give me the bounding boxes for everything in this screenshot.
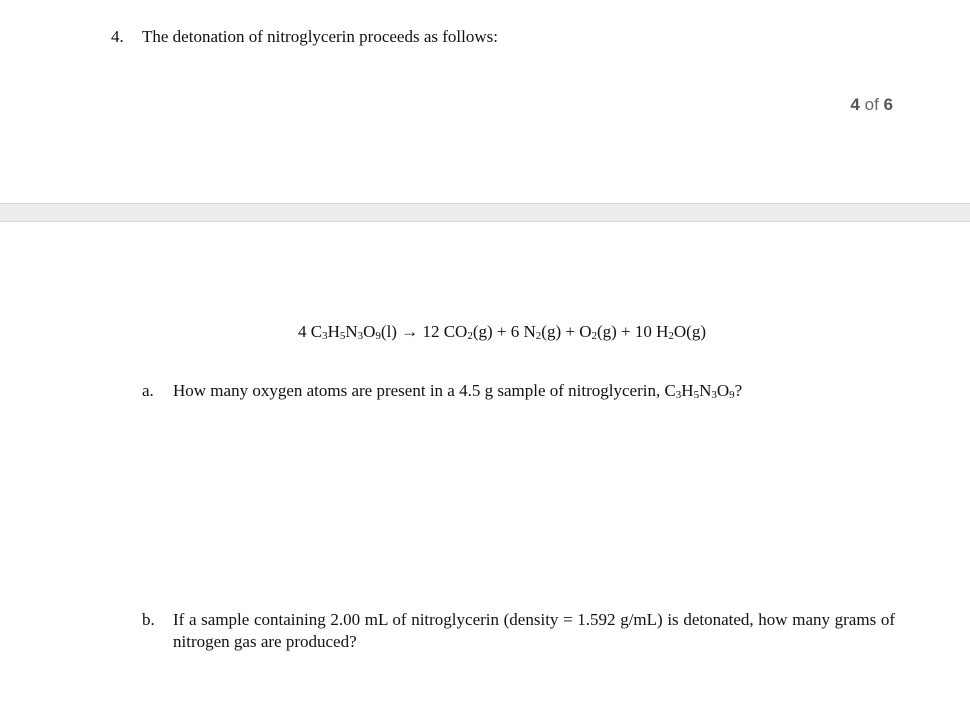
- part-text: If a sample containing 2.00 mL of nitroglycerin (density = 1.592 g/mL) is detonated, how many grams of nitrogen gas are produced?: [173, 610, 895, 651]
- question-number: 4.: [111, 27, 124, 46]
- page-separator: of: [864, 95, 879, 114]
- question-stem: The detonation of nitroglycerin proceeds as follows:: [142, 27, 498, 46]
- part-letter: a.: [142, 381, 154, 400]
- part-letter: b.: [142, 610, 155, 629]
- page-indicator: [850, 95, 893, 115]
- part-text: How many oxygen atoms are present in a 4.5 g sample of nitroglycerin, $C_3H_5N_3O_9$?: [173, 381, 743, 401]
- chemical-equation: 4 $C_3H_5N_3O_9(l) \to 12$ $CO_2(g) + 6$ $N_2(g) + O_2(g) + 10$ $H_2O(g)$: [297, 322, 707, 342]
- page-break-divider: [0, 203, 970, 222]
- page-top: [0, 0, 970, 203]
- current-page: 4: [850, 95, 860, 114]
- total-pages: 6: [883, 95, 893, 114]
